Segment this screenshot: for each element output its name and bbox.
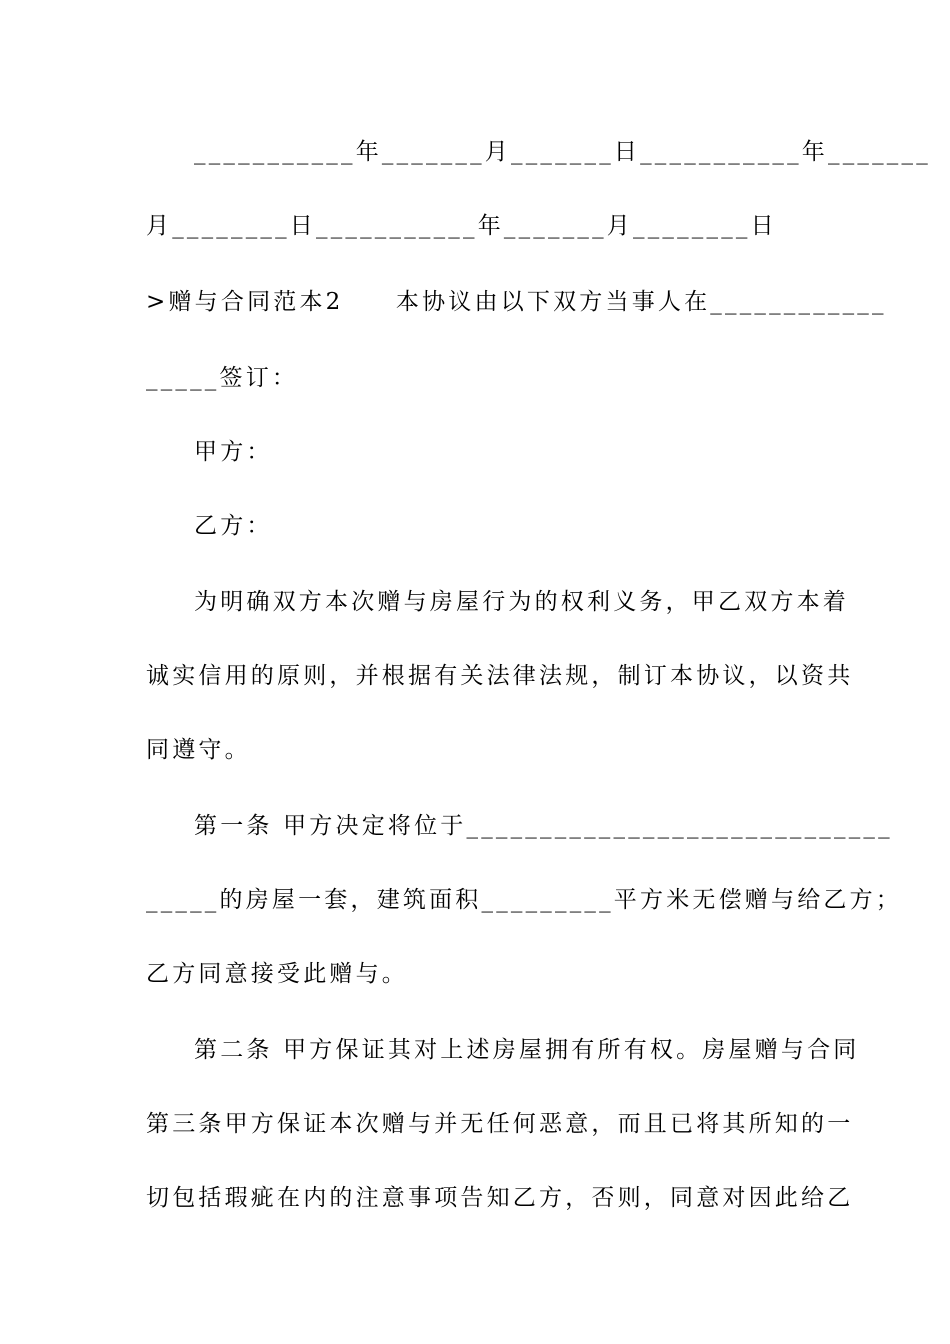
article-1-line-2: _____的房屋一套，建筑面积_________平方米无偿赠与给乙方； xyxy=(146,887,902,913)
date-line-2: 月________日___________年_______月________日 xyxy=(146,213,777,239)
preamble-line-1: 为明确双方本次赠与房屋行为的权利义务，甲乙双方本着 xyxy=(194,589,849,615)
article-1-line-3: 乙方同意接受此赠与。 xyxy=(146,961,408,987)
article-1-line-1: 第一条 甲方决定将位于_____________________________ xyxy=(194,813,893,839)
signing-line: _____签订： xyxy=(146,365,299,391)
party-a-label: 甲方： xyxy=(194,439,273,465)
preamble-line-3: 同遵守。 xyxy=(146,737,251,763)
party-b-label: 乙方： xyxy=(194,513,273,539)
article-3-line-2: 切包括瑕疵在内的注意事项告知乙方，否则，同意对因此给乙 xyxy=(146,1185,854,1211)
article-3-line-1: 第三条甲方保证本次赠与并无任何恶意，而且已将其所知的一 xyxy=(146,1111,854,1137)
date-line-1: ___________年_______月_______日___________年_______ xyxy=(194,139,931,165)
contract-heading-line: >赠与合同范本2 本协议由以下双方当事人在____________ xyxy=(146,289,887,315)
article-2-line-1: 第二条 甲方保证其对上述房屋拥有所有权。房屋赠与合同 xyxy=(194,1037,860,1063)
preamble-line-2: 诚实信用的原则，并根据有关法律法规，制订本协议，以资共 xyxy=(146,663,854,689)
